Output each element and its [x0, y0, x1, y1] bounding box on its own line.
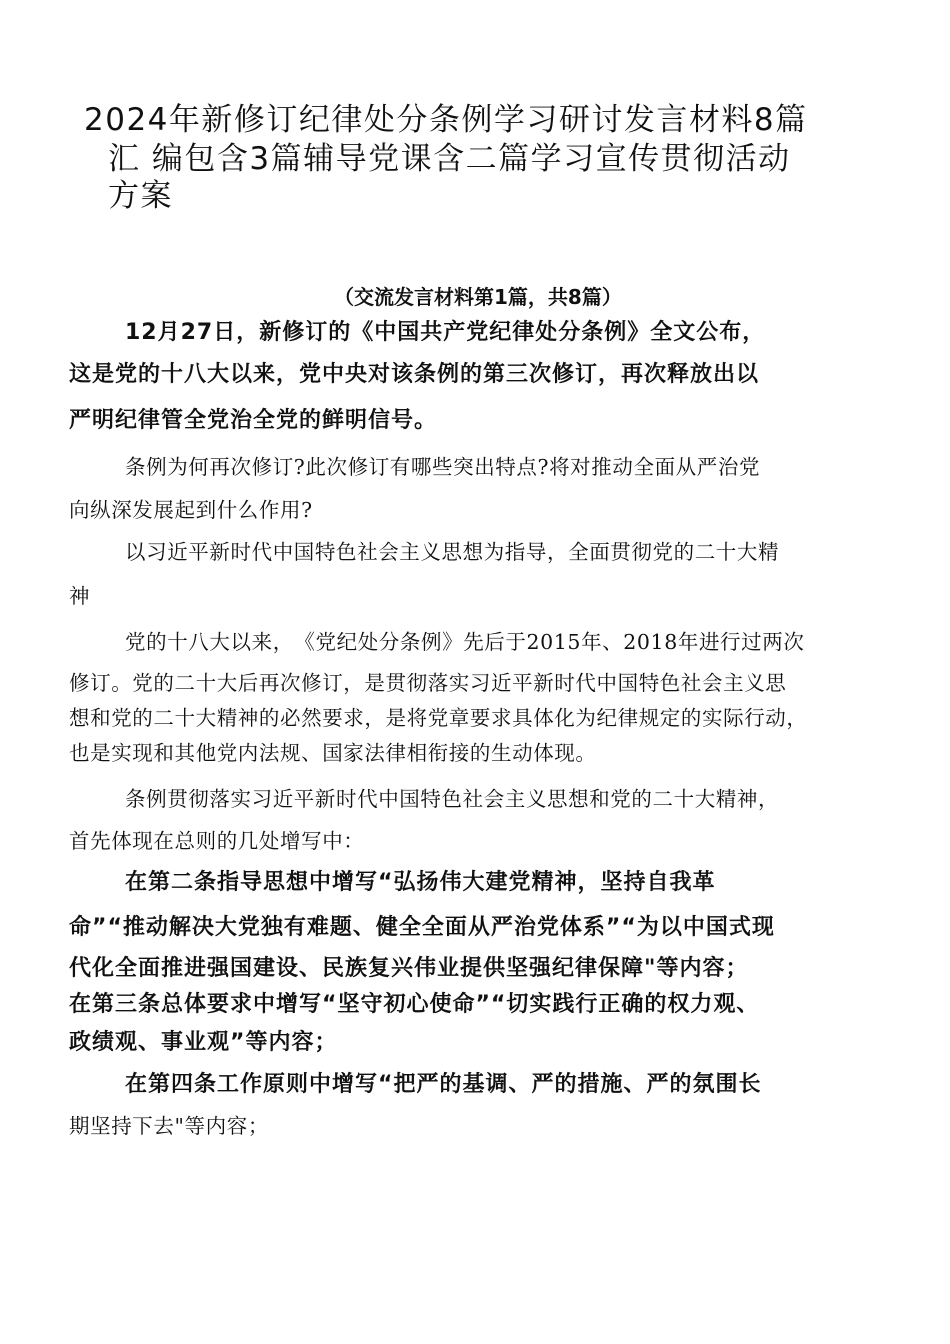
paragraph-line: 在第四条工作原则中增写“把严的基调、严的措施、严的氛围长 [125, 1072, 762, 1097]
paragraph-line: 这是党的十八大以来，党中央对该条例的第三次修订，再次释放出以 [69, 362, 760, 387]
paragraph-line: 条例为何再次修订?此次修订有哪些突出特点?将对推动全面从严治党 [125, 455, 761, 479]
document-title-line-1: 2024年新修订纪律处分条例学习研讨发言材料8篇 [84, 102, 808, 138]
document-title-line-3: 方案 [108, 178, 173, 214]
paragraph-line: 在第二条指导思想中增写“弘扬伟大建党精神，坚持自我革 [125, 870, 716, 895]
paragraph-line: 政绩观、事业观”等内容； [69, 1030, 338, 1055]
paragraph-line: 12月27日，新修订的《中国共产党纪律处分条例》全文公布， [125, 320, 766, 345]
paragraph-line: 期坚持下去"等内容； [69, 1114, 269, 1138]
paragraph-line: 代化全面推进强国建设、民族复兴伟业提供坚强纪律保障"等内容； [69, 956, 749, 981]
paragraph-line: 在第三条总体要求中增写“坚守初心使命”“切实践行正确的权力观、 [69, 992, 760, 1017]
paragraph-line: 也是实现和其他党内法规、国家法律相衔接的生动体现。 [69, 741, 597, 765]
paragraph-line: 修订。党的二十大后再次修订，是贯彻落实习近平新时代中国特色社会主义思 [69, 671, 787, 695]
paragraph-line: 严明纪律管全党治全党的鲜明信号。 [69, 408, 438, 433]
paragraph-line: 想和党的二十大精神的必然要求，是将党章要求具体化为纪律规定的实际行动， [69, 706, 808, 730]
paragraph-line: 以习近平新时代中国特色社会主义思想为指导，全面贯彻党的二十大精 [125, 540, 780, 564]
paragraph-line: 党的十八大以来， 《党纪处分条例》先后于2015年、2018年进行过两次 [125, 630, 805, 654]
document-subtitle: （交流发言材料第1篇，共8篇） [334, 285, 622, 309]
paragraph-line: 命”“推动解决大党独有难题、健全全面从严治党体系”“为以中国式现 [69, 915, 775, 940]
paragraph-line: 神 [69, 584, 91, 608]
document-title-line-2: 汇 编包含3篇辅导党课含二篇学习宣传贯彻活动 [108, 141, 791, 177]
paragraph-line: 条例贯彻落实习近平新时代中国特色社会主义思想和党的二十大精神， [125, 787, 780, 811]
paragraph-line: 向纵深发展起到什么作用? [69, 498, 313, 522]
paragraph-line: 首先体现在总则的几处增写中： [69, 829, 365, 853]
